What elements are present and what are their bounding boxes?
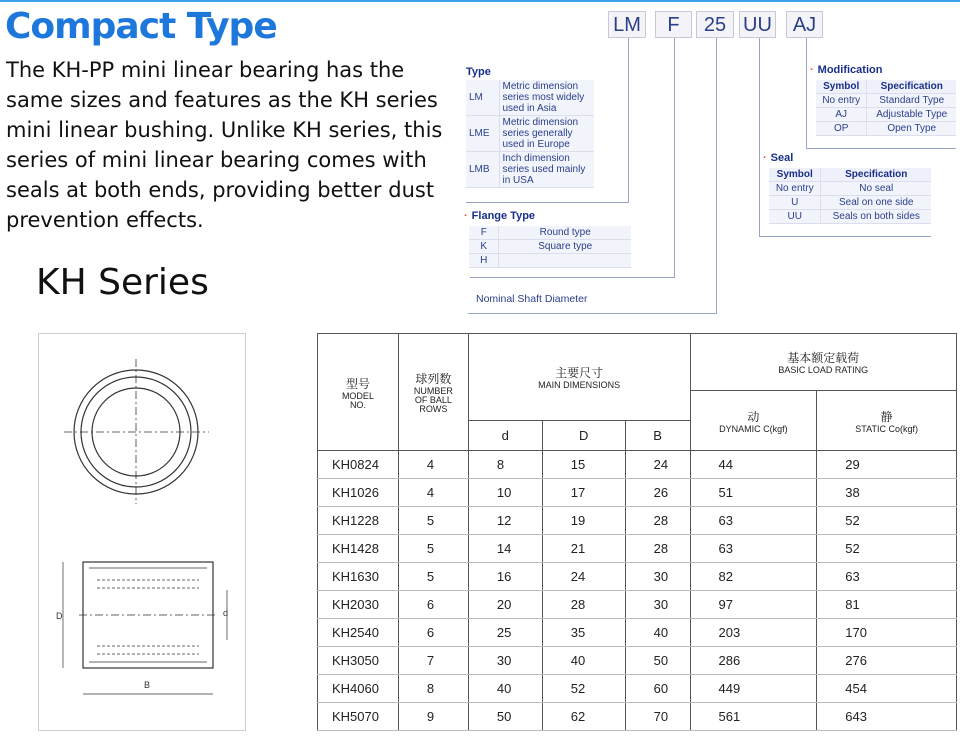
table-cell: 14 (468, 535, 542, 563)
column-header: Specification (821, 168, 931, 182)
table-cell: 276 (817, 647, 957, 675)
table-cell: KH1026 (318, 479, 399, 507)
table-cell: KH1630 (318, 563, 399, 591)
table-row (318, 647, 957, 675)
table-row (469, 254, 631, 268)
table-cell: 30 (625, 563, 690, 591)
table-cell: 10 (468, 479, 542, 507)
table-cell: 26 (625, 479, 690, 507)
seal-table (769, 168, 931, 224)
table-cell: 40 (542, 647, 625, 675)
col-main-dims: 主要尺寸 MAIN DIMENSIONS (468, 334, 690, 421)
table-cell: 28 (625, 507, 690, 535)
table-cell: K (469, 240, 499, 254)
table-cell: KH2030 (318, 591, 399, 619)
table-cell: 52 (817, 507, 957, 535)
flange-heading: Flange Type (471, 210, 536, 222)
table-cell: 6 (398, 619, 468, 647)
table-cell: 28 (542, 591, 625, 619)
table-cell: LM (466, 80, 499, 116)
table-cell: KH3050 (318, 647, 399, 675)
table-cell: 25 (468, 619, 542, 647)
table-cell: H (469, 254, 499, 268)
table-cell: 24 (625, 451, 690, 479)
table-cell: Inch dimension series used mainly in USA (499, 152, 594, 188)
table-cell: 70 (625, 703, 690, 731)
table-row (469, 226, 631, 240)
table-cell: 81 (817, 591, 957, 619)
bearing-drawing (38, 333, 246, 731)
code-part-modification: AJ (786, 11, 823, 38)
table-row (466, 152, 594, 188)
table-cell: 24 (542, 563, 625, 591)
table-cell: 643 (817, 703, 957, 731)
table-cell: No seal (821, 182, 931, 196)
table-row (769, 196, 931, 210)
modification-table (816, 80, 956, 136)
col-D: D (542, 421, 625, 451)
table-cell: No entry (769, 182, 821, 196)
table-cell: 38 (817, 479, 957, 507)
table-row (318, 591, 957, 619)
modification-heading: Modification (817, 64, 883, 76)
table-cell: 5 (398, 563, 468, 591)
type-table (466, 80, 594, 188)
table-cell: 35 (542, 619, 625, 647)
table-row (318, 451, 957, 479)
table-row (769, 210, 931, 224)
table-cell: Standard Type (867, 94, 956, 108)
table-cell: 561 (690, 703, 817, 731)
table-cell: KH1228 (318, 507, 399, 535)
table-cell: 5 (398, 535, 468, 563)
table-cell: LME (466, 116, 499, 152)
table-cell: F (469, 226, 499, 240)
table-row (816, 94, 956, 108)
table-cell: 44 (690, 451, 817, 479)
table-cell: 8 (398, 675, 468, 703)
table-cell: 16 (468, 563, 542, 591)
col-ball-rows: 球列数 NUMBER OF BALL ROWS (398, 334, 468, 451)
table-cell: 50 (468, 703, 542, 731)
col-d: d (468, 421, 542, 451)
code-part-seal: UU (739, 11, 776, 38)
table-cell: 7 (398, 647, 468, 675)
table-cell: 40 (625, 619, 690, 647)
table-cell: 21 (542, 535, 625, 563)
table-cell: 4 (398, 451, 468, 479)
series-title: KH Series (36, 262, 209, 303)
table-cell: Adjustable Type (867, 108, 956, 122)
table-cell: 4 (398, 479, 468, 507)
table-cell: 15 (542, 451, 625, 479)
flange-table (469, 226, 631, 268)
col-static: 静 STATIC Co(kgf) (817, 391, 957, 451)
column-header: Symbol (816, 80, 867, 94)
table-cell: Round type (499, 226, 631, 240)
table-cell: 40 (468, 675, 542, 703)
table-cell: 60 (625, 675, 690, 703)
table-cell: 6 (398, 591, 468, 619)
description: The KH-PP mini linear bearing has the same sizes and features as the KH series mini linear bushing. Unlike KH series, this series of mini linear bearing comes with seals at both ends, providing better dust prevention effects. (6, 58, 443, 232)
table-cell: 454 (817, 675, 957, 703)
table-row (466, 116, 594, 152)
table-cell: KH4060 (318, 675, 399, 703)
column-header: Symbol (769, 168, 821, 182)
diameter-D-label: D (56, 611, 63, 621)
table-cell: 28 (625, 535, 690, 563)
table-row (466, 80, 594, 116)
table-row (318, 675, 957, 703)
top-border (0, 0, 960, 2)
table-cell: 52 (817, 535, 957, 563)
table-cell: 63 (690, 507, 817, 535)
table-cell: Metric dimension series most widely used in Asia (499, 80, 594, 116)
diameter-d-label: d (223, 608, 229, 618)
nominal-shaft-label: Nominal Shaft Diameter (476, 293, 588, 305)
table-cell: Seal on one side (821, 196, 931, 210)
col-B: B (625, 421, 690, 451)
table-cell: U (769, 196, 821, 210)
table-row (769, 182, 931, 196)
table-row (318, 535, 957, 563)
table-row (318, 479, 957, 507)
table-row (318, 619, 957, 647)
table-cell: 50 (625, 647, 690, 675)
table-cell (499, 254, 631, 268)
table-cell: 170 (817, 619, 957, 647)
table-cell: 29 (817, 451, 957, 479)
table-cell: 20 (468, 591, 542, 619)
col-model: 型号 MODEL NO. (318, 334, 399, 451)
table-row (816, 122, 956, 136)
table-cell: UU (769, 210, 821, 224)
table-cell: 5 (398, 507, 468, 535)
table-cell: 8 (468, 451, 542, 479)
table-cell: 63 (817, 563, 957, 591)
table-cell: Open Type (867, 122, 956, 136)
table-row (318, 507, 957, 535)
table-cell: Metric dimension series generally used in Europe (499, 116, 594, 152)
table-row (318, 563, 957, 591)
table-row (469, 240, 631, 254)
table-cell: OP (816, 122, 867, 136)
table-cell: AJ (816, 108, 867, 122)
table-row (318, 703, 957, 731)
table-cell: 9 (398, 703, 468, 731)
table-row (816, 108, 956, 122)
table-cell: 97 (690, 591, 817, 619)
table-cell: LMB (466, 152, 499, 188)
table-cell: 62 (542, 703, 625, 731)
table-cell: 30 (468, 647, 542, 675)
table-cell: 17 (542, 479, 625, 507)
table-cell: KH1428 (318, 535, 399, 563)
table-cell: Square type (499, 240, 631, 254)
table-cell: KH2540 (318, 619, 399, 647)
table-cell: 19 (542, 507, 625, 535)
table-cell: KH5070 (318, 703, 399, 731)
column-header: Specification (867, 80, 956, 94)
table-cell: 52 (542, 675, 625, 703)
table-cell: 63 (690, 535, 817, 563)
code-part-diameter: 25 (696, 11, 734, 38)
table-cell: 51 (690, 479, 817, 507)
table-cell: KH0824 (318, 451, 399, 479)
type-heading: Type (466, 66, 491, 78)
code-part-type: LM (608, 11, 646, 38)
table-cell: 286 (690, 647, 817, 675)
col-load-rating: 基本额定载荷 BASIC LOAD RATING (690, 334, 956, 391)
length-B-label: B (144, 680, 151, 690)
col-dynamic: 动 DYNAMIC C(kgf) (690, 391, 817, 451)
table-cell: 12 (468, 507, 542, 535)
seal-heading: Seal (770, 152, 794, 164)
table-cell: 203 (690, 619, 817, 647)
table-cell: No entry (816, 94, 867, 108)
table-cell: Seals on both sides (821, 210, 931, 224)
table-cell: 449 (690, 675, 817, 703)
code-part-flange: F (655, 11, 692, 38)
page-title: Compact Type (5, 6, 277, 47)
table-cell: 30 (625, 591, 690, 619)
spec-table (317, 333, 957, 731)
bearing-schematic (39, 334, 247, 732)
table-cell: 82 (690, 563, 817, 591)
